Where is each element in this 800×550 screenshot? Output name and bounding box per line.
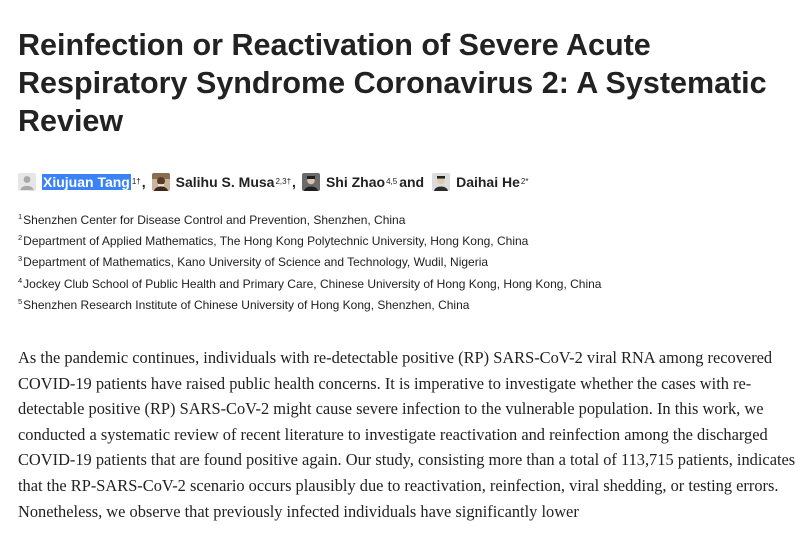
- author-name[interactable]: Xiujuan Tang: [43, 174, 130, 190]
- author-3[interactable]: Shi Zhao 4,5: [302, 173, 397, 191]
- author-conjunction: and: [399, 174, 425, 190]
- article-title: Reinfection or Reactivation of Severe Acute Respiratory Syndrome Coronavirus 2: A Systematic Review: [18, 28, 767, 138]
- affiliation-item: [18, 210, 798, 231]
- author-list: [18, 173, 798, 191]
- affiliation-number: 2: [18, 233, 23, 243]
- author-separator: ,: [141, 174, 146, 190]
- author-1[interactable]: Xiujuan Tang 1† ,: [18, 173, 152, 191]
- affiliation-item: [18, 252, 798, 273]
- affiliation-item: [18, 231, 798, 252]
- affiliation-text: Department of Applied Mathematics, The Hong Kong Polytechnic University, Hong Kong, China: [23, 234, 529, 249]
- person-placeholder-icon: [18, 173, 36, 191]
- author-2[interactable]: Salihu S. Musa 2,3† ,: [152, 173, 302, 191]
- author-photo-icon: [302, 173, 320, 191]
- affiliation-item: [18, 274, 798, 295]
- abstract-text: As the pandemic continues, individuals with re-detectable positive (RP) SARS-CoV-2 viral RNA among recovered COVID-19 patients have raised public health concerns. It is imperative to investigate whether the cases with re-detectable positive (RP) SARS-CoV-2 might cause severe infection to the vulnerable population. In this work, we conducted a systematic review of recent literature to investigate reactivation and reinfection among the discharged COVID-19 patients that are found positive again. Our study, consisting more than a total of 113,715 patients, indicates that the RP-SARS-CoV-2 scenario occurs plausibly due to reactivation, reinfection, viral shedding, or testing errors. Nonetheless, we observe that previously infected individuals have significantly lower: [18, 348, 796, 521]
- affiliation-number: 5: [18, 296, 23, 306]
- affiliation-text: Department of Mathematics, Kano University of Science and Technology, Wudil, Nigeria: [23, 255, 489, 270]
- author-name[interactable]: Shi Zhao: [325, 174, 386, 190]
- author-photo-icon: [432, 173, 450, 191]
- author-name[interactable]: Salihu S. Musa: [175, 174, 275, 190]
- author-photo-icon: [152, 173, 170, 191]
- affiliation-number: 3: [18, 254, 23, 264]
- affiliation-text: Shenzhen Center for Disease Control and Prevention, Shenzhen, China: [23, 213, 406, 227]
- affiliation-list: [18, 210, 798, 316]
- affiliation-item: [18, 295, 798, 316]
- affiliation-number: 1: [18, 212, 23, 221]
- author-4[interactable]: Daihai He 2*: [432, 173, 528, 191]
- author-separator: ,: [292, 174, 296, 190]
- affiliation-text: Jockey Club School of Public Health and Primary Care, Chinese University of Hong Kong, Hong Kong, China: [23, 276, 602, 291]
- author-name[interactable]: Daihai He: [456, 174, 520, 190]
- affiliation-text: Shenzhen Research Institute of Chinese University of Hong Kong, Shenzhen, China: [23, 297, 470, 312]
- affiliation-number: 4: [18, 275, 23, 285]
